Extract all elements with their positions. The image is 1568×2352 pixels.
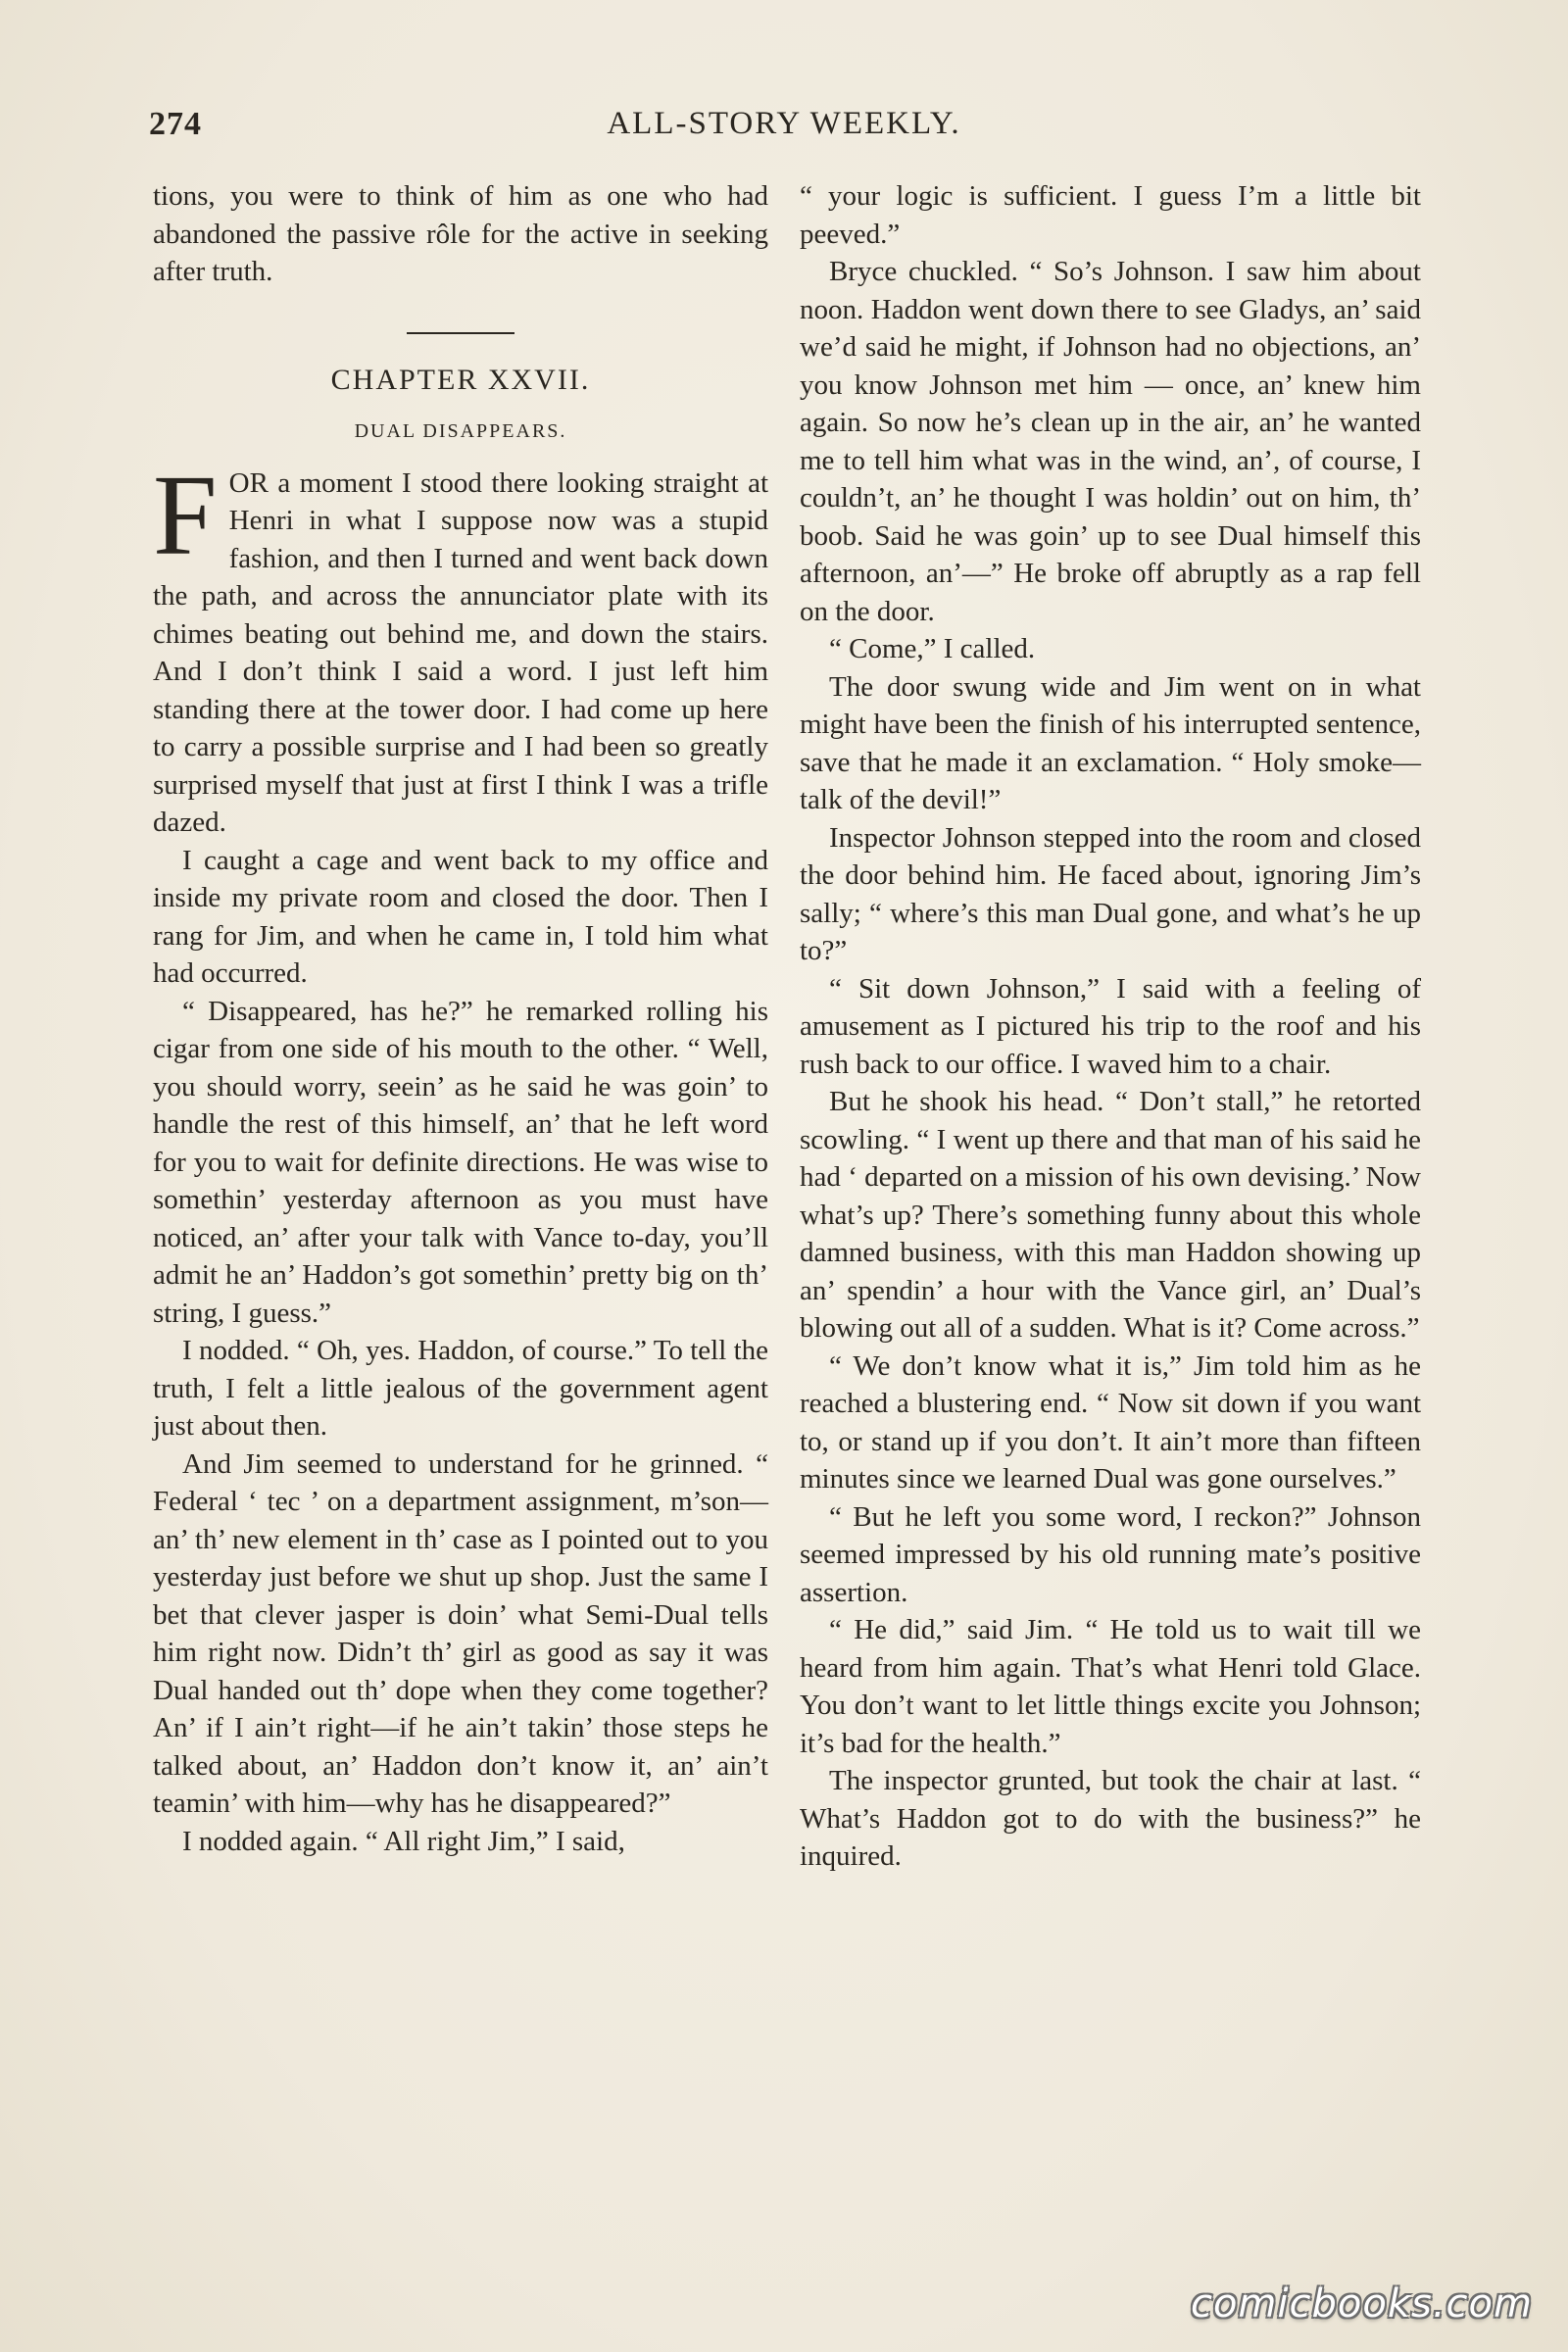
paragraph: Bryce chuckled. “ So’s Johnson. I saw him about noon. Haddon went down there to see Gladys, an’ said we’d said he might, if Johnson had no objections, an’ you know Johnson met him — once, an’ knew him again. So now he’s clean up in the air, an’ he wanted me to tell him what was in the wind, an’, of course, I couldn’t, an’ he thought I was holdin’ out on him, th’ boob. Said he was goin’ up to see Dual himself this afternoon, an’—” He broke off abruptly as a rap fell on the door.	[800, 256, 1421, 627]
chapter-subtitle: DUAL DISAPPEARS.	[354, 420, 567, 442]
paragraph: The inspector grunted, but took the chair at last. “ What’s Haddon got to do with the business?” he inquired.	[800, 1765, 1421, 1872]
drop-cap: F	[153, 450, 218, 579]
paragraph: “ Disappeared, has he?” he remarked rolling his cigar from one side of his mouth to the other. “ Well, you should worry, seein’ as he said he was goin’ to handle the rest of this himself, an’ that he left word for you to wait for definite directions. He was wise to somethin’ yesterday afternoon as you must have noticed, an’ after your talk with Vance to-day, you’ll admit he an’ Haddon’s got somethin’ pretty big on th’ string, I guess.”	[153, 995, 768, 1329]
paragraph: And Jim seemed to understand for he grinned. “ Federal ‘ tec ’ on a department assignment, m’son—an’ th’ new element in th’ case as I pointed out to you yesterday just before we shut up shop. Just the same I bet that clever jasper is doin’ what Semi-Dual tells him right now. Didn’t th’ girl as good as say it was Dual handed out th’ dope when they come together? An’ if I ain’t right—if he ain’t takin’ those steps he talked about, an’ Haddon don’t know it, an’ ain’t teamin’ with him—why has he disappeared?”	[153, 1447, 768, 1819]
chapter-first-paragraph	[153, 450, 768, 842]
paragraph: “ But he left you some word, I reckon?” Johnson seemed impressed by his old running mate’s positive assertion.	[800, 1500, 1421, 1608]
running-title: ALL-STORY WEEKLY.	[607, 106, 961, 141]
section-divider	[407, 332, 514, 334]
paragraph: Inspector Johnson stepped into the room and closed the door behind him. He faced about, ignoring Jim’s sally; “ where’s this man Dual gone, and what’s he up to?”	[800, 821, 1421, 966]
paragraph: I nodded again. “ All right Jim,” I said,	[182, 1825, 625, 1857]
paragraph: “ Come,” I called.	[829, 633, 1036, 664]
page-header	[149, 106, 1419, 155]
paragraph: “ Sit down Johnson,” I said with a feeling of amusement as I pictured his trip to the roof and his rush back to our office. I waved him to a chair.	[800, 972, 1421, 1080]
paragraph: I caught a cage and went back to my office and inside my private room and closed the door. Then I rang for Jim, and when he came in, I told him what had occurred.	[153, 844, 768, 989]
paragraph: “ We don’t know what it is,” Jim told him as he reached a blustering end. “ Now sit down if you want to, or stand up if you don’t. It ain’t more than fifteen minutes since we learned Dual was gone ourselves.”	[800, 1349, 1421, 1494]
paragraph: “ He did,” said Jim. “ He told us to wait till we heard from him again. That’s what Henri told Glace. You don’t want to let little things excite you Johnson; it’s bad for the health.”	[800, 1614, 1421, 1759]
chapter-title: CHAPTER XXVII.	[330, 363, 591, 396]
opening-paragraph: tions, you were to think of him as one who had abandoned the passive rôle for the active in seeking after truth.	[153, 180, 768, 287]
paragraph: But he shook his head. “ Don’t stall,” he retorted scowling. “ I went up there and that man of his said he had ‘ departed on a mission of his own devising.’ Now what’s up? There’s something funny about this whole damned business, with this man Haddon showing up an’ spendin’ a hour with the Vance girl, an’ Dual’s blowing out all of a sudden. What is it? Come across.”	[800, 1086, 1421, 1344]
paragraph: I nodded. “ Oh, yes. Haddon, of course.” To tell the truth, I felt a little jealous of the government agent just about then.	[153, 1335, 768, 1442]
first-paragraph-text: OR a moment I stood there looking straight at Henri in what I suppose now was a stupid fashion, and then I turned and went back down the path, and across the annunciator plate with its chimes beating out behind me, and down the stairs. And I don’t think I said a word. I just left him standing there at the tower door. I had come up here to carry a possible surprise and I had been so greatly surprised myself that just at first I think I was a trifle dazed.	[153, 466, 768, 838]
page-number: 274	[149, 106, 202, 142]
left-column	[153, 177, 768, 1860]
continued-paragraph: “ your logic is sufficient. I guess I’m a little bit peeved.”	[800, 180, 1421, 250]
paragraph: The door swung wide and Jim went on in what might have been the finish of his interrupted sentence, save that he made it an exclamation. “ Holy smoke—talk of the devil!”	[800, 670, 1421, 815]
site-watermark: comicbooks.com	[1190, 2281, 1533, 2327]
right-column	[800, 177, 1421, 1876]
